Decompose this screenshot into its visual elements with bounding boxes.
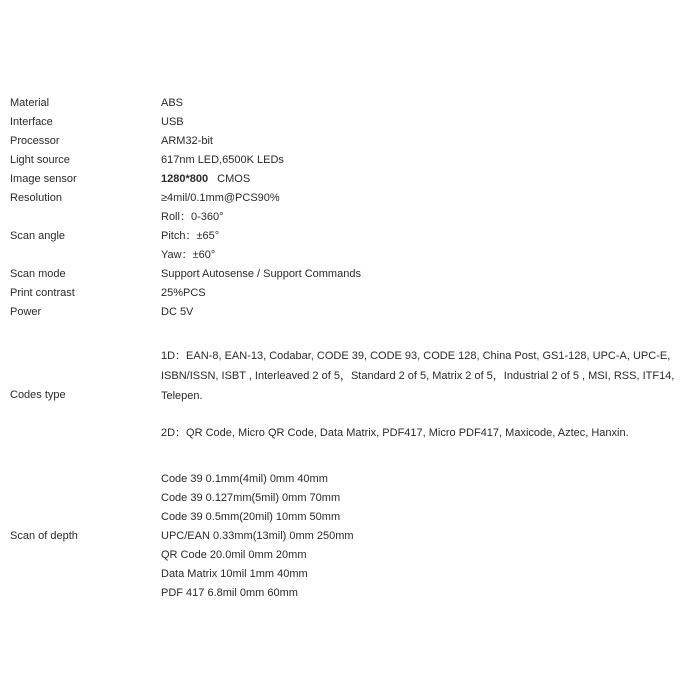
- spec-label: Scan angle: [10, 230, 66, 242]
- spec-value: ≥4mil/0.1mm@PCS90%: [161, 192, 280, 204]
- scan-depth-row: [0, 489, 700, 508]
- scan-depth-row: [0, 470, 700, 489]
- spec-label: Processor: [10, 135, 60, 147]
- spec-value: [161, 170, 250, 189]
- spec-row-power: [0, 303, 700, 322]
- spec-label: Material: [10, 97, 50, 109]
- spec-row-scan-depth: [0, 527, 700, 546]
- spec-row-material: [0, 94, 700, 113]
- scan-angle-roll-row: [0, 208, 700, 227]
- codes-1d-line: Telepen.: [161, 390, 203, 402]
- scan-depth-row: [0, 565, 700, 584]
- spec-label: Light source: [10, 154, 70, 166]
- spec-row-resolution: [0, 189, 700, 208]
- spec-value: Support Autosense / Support Commands: [161, 268, 361, 280]
- sensor-resolution: 1280*800: [161, 173, 209, 185]
- spec-value: 617nm LED,6500K LEDs: [161, 154, 284, 166]
- scan-angle-roll: Roll：0-360°: [161, 211, 224, 223]
- spec-row-processor: [0, 132, 700, 151]
- spec-value: ABS: [161, 97, 184, 109]
- spec-row-codes-type: [0, 386, 700, 405]
- spec-row-print-contrast: [0, 284, 700, 303]
- scan-depth-line: Data Matrix 10mil 1mm 40mm: [161, 568, 308, 580]
- spec-row-image-sensor: [0, 170, 700, 189]
- scan-depth-line: Code 39 0.5mm(20mil) 10mm 50mm: [161, 511, 341, 523]
- scan-depth-row: [0, 508, 700, 527]
- spec-label: Print contrast: [10, 287, 75, 299]
- spec-row-scan-angle: [0, 227, 700, 246]
- codes-2d-row: [0, 424, 700, 443]
- scan-angle-pitch: Pitch：±65°: [161, 230, 220, 242]
- spec-value: USB: [161, 116, 184, 128]
- codes-2d-line: 2D：QR Code, Micro QR Code, Data Matrix, PDF417, Micro PDF417, Maxicode, Aztec, Hanxin.: [161, 427, 629, 439]
- spec-value: DC 5V: [161, 306, 194, 318]
- scan-angle-yaw-row: [0, 246, 700, 265]
- scan-depth-line: UPC/EAN 0.33mm(13mil) 0mm 250mm: [161, 530, 354, 542]
- spec-row-light-source: [0, 151, 700, 170]
- scan-depth-line: Code 39 0.127mm(5mil) 0mm 70mm: [161, 492, 341, 504]
- scan-depth-line: QR Code 20.0mil 0mm 20mm: [161, 549, 307, 561]
- spec-value: ARM32-bit: [161, 135, 213, 147]
- spec-value: 25%PCS: [161, 287, 206, 299]
- scan-depth-line: Code 39 0.1mm(4mil) 0mm 40mm: [161, 473, 328, 485]
- spec-label: Codes type: [10, 389, 66, 401]
- spec-label: Power: [10, 306, 42, 318]
- spec-label: Image sensor: [10, 173, 77, 185]
- codes-1d-line: ISBN/ISSN, ISBT , Interleaved 2 of 5，Standard 2 of 5, Matrix 2 of 5，Industrial 2 of 5 , MSI, RSS, ITF14,: [161, 370, 675, 382]
- spec-row-interface: [0, 113, 700, 132]
- spec-row-scan-mode: [0, 265, 700, 284]
- spec-label: Scan mode: [10, 268, 66, 280]
- spec-label: Scan of depth: [10, 530, 78, 542]
- scan-depth-line: PDF 417 6.8mil 0mm 60mm: [161, 587, 298, 599]
- spec-label: Interface: [10, 116, 53, 128]
- codes-1d-line: 1D：EAN-8, EAN-13, Codabar, CODE 39, CODE 93, CODE 128, China Post, GS1-128, UPC-A, UPC-E,: [161, 350, 671, 362]
- scan-depth-row: [0, 584, 700, 603]
- spec-label: Resolution: [10, 192, 62, 204]
- sensor-type: CMOS: [217, 173, 251, 185]
- scan-depth-row: [0, 546, 700, 565]
- scan-angle-yaw: Yaw：±60°: [161, 249, 216, 261]
